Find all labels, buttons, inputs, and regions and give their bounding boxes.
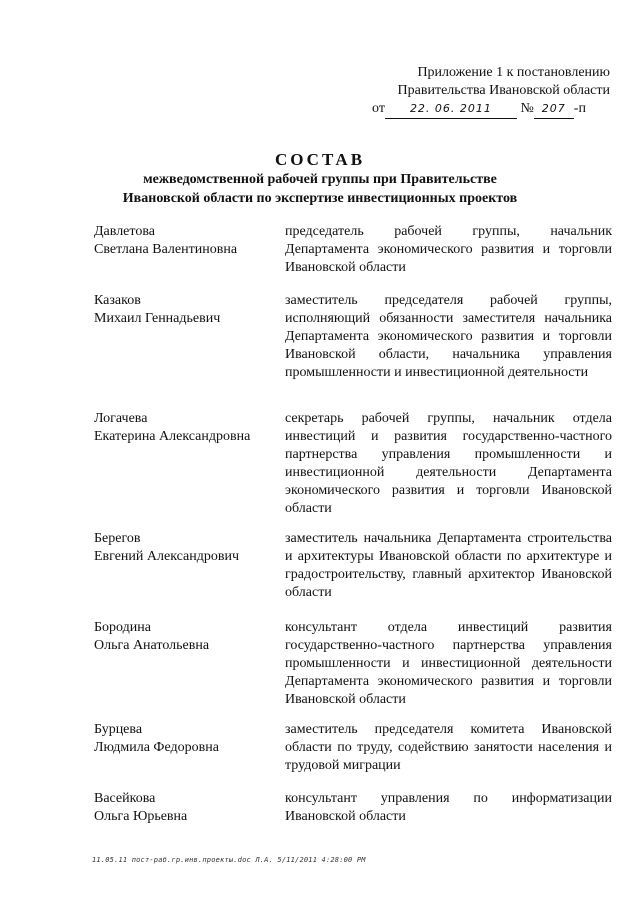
member-given-name: Ольга Анатольевна [94,638,210,653]
file-footer: 11.05.11 пост-раб.гр.инв.проекты.doc Л.А. 5/11/2011 4:28:00 PM [92,856,366,864]
member-given-name: Людмила Федоровна [94,740,219,755]
appendix-date-line [360,100,610,119]
member-surname: Давлетова [94,224,155,239]
member-role: председатель рабочей группы, начальник Департамента экономического развития и торговли Ивановской области [285,224,612,275]
member-role: консультант отдела инвестиций развития государственно-частного партнерства управления промышленности и инвестиционной деятельности Департамента экономического развития и торговли Ивановской области [285,620,612,707]
member-surname: Казаков [94,293,141,308]
member-role: заместитель начальника Департамента строительства и архитектуры Ивановской области по архитектуре и градостроительству, главный архитектор Ивановской области [285,531,612,600]
member-surname: Бородина [94,620,151,635]
number-value: 207 [541,102,566,115]
member-role: заместитель председателя комитета Ивановской области по труду, содействию занятости населения и трудовой миграции [285,722,612,773]
appendix-header [360,64,610,119]
member-surname: Логачева [94,411,148,426]
member-role: заместитель председателя рабочей группы, исполняющий обязанности заместителя начальника Департамента экономического развития и торговли Ивановской области, начальника управления промышленности и инвестиционной деятельности [285,293,612,380]
member-given-name: Светлана Валентиновна [94,242,238,257]
document-title: СОСТАВ [274,150,366,169]
member-name [94,530,279,566]
member-given-name: Ольга Юрьевна [94,809,188,824]
member-role: секретарь рабочей группы, начальник отдела инвестиций и развития государственно-частного партнерства управления промышленности и инвестиционной деятельности Департамента экономического развития и торговли Ивановской области [285,411,612,516]
member-name [94,292,279,328]
appendix-line-1: Приложение 1 к постановлению [417,65,610,80]
member-role: консультант управления по информатизации Ивановской области [285,791,612,824]
number-suffix: -п [573,101,586,116]
member-surname: Васейкова [94,791,156,806]
member-name [94,223,279,259]
member-given-name: Михаил Геннадьевич [94,311,221,326]
date-field [385,100,517,119]
member-given-name: Екатерина Александровна [94,429,251,444]
member-given-name: Евгений Александрович [94,549,240,564]
member-name [94,721,279,757]
date-value: 22. 06. 2011 [409,102,492,115]
member-surname: Бурцева [94,722,143,737]
appendix-line-2: Правительства Ивановской области [397,83,610,98]
number-field [534,100,574,119]
member-name [94,790,279,826]
date-prefix: от [372,101,385,116]
member-surname: Берегов [94,531,141,546]
subtitle-line-1: межведомственной рабочей группы при Правительстве [143,172,497,187]
member-name [94,410,279,446]
member-name [94,619,279,655]
number-sign: № [520,101,534,116]
subtitle-line-2: Ивановской области по экспертизе инвестиционных проектов [122,191,518,206]
document-subtitle [0,170,640,208]
